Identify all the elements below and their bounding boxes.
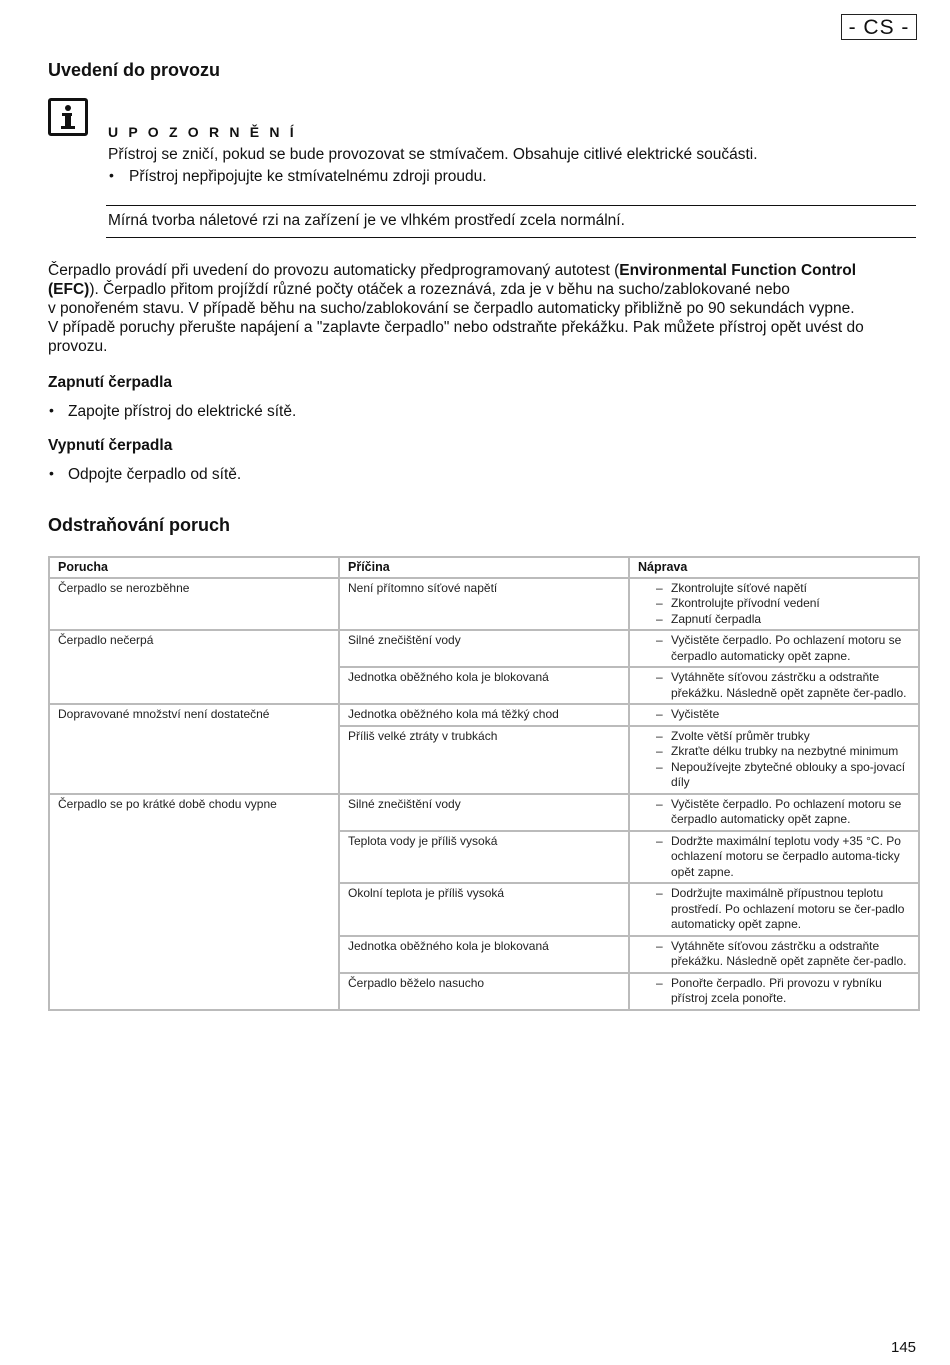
cause-cell: Silné znečištění vody <box>339 630 629 667</box>
remedy-cell <box>629 883 919 936</box>
remedy-item: – Zapnutí čerpadla <box>656 612 910 628</box>
remedy-cell <box>629 831 919 884</box>
troubleshooting-table <box>48 556 920 1011</box>
remedy-cell <box>629 794 919 831</box>
table-row <box>49 578 919 631</box>
remedy-cell <box>629 578 919 631</box>
cause-cell: Jednotka oběžného kola je blokovaná <box>339 667 629 704</box>
cause-cell: Jednotka oběžného kola má těžký chod <box>339 704 629 726</box>
warning-bullet: Přístroj nepřipojujte ke stmívatelnému zdroji proudu. <box>129 168 487 185</box>
bullet-dot: • <box>49 402 54 418</box>
language-badge: - CS - <box>841 14 917 40</box>
remedy-cell <box>629 704 919 726</box>
switch-on-title: Zapnutí čerpadla <box>48 374 173 391</box>
fault-cell: Čerpadlo se po krátké době chodu vypne <box>49 794 339 1010</box>
section-title-commissioning: Uvedení do provozu <box>48 60 221 80</box>
remedy-item: – Vytáhněte síťovou zástrčku a odstraňte překážku. Následně opět zapněte čer-padlo. <box>656 939 910 970</box>
cause-cell: Není přítomno síťové napětí <box>339 578 629 631</box>
info-icon <box>48 98 88 136</box>
remedy-item: – Zvolte větší průměr trubky <box>656 729 910 745</box>
cause-cell: Příliš velké ztráty v trubkách <box>339 726 629 794</box>
note-top-rule <box>106 205 916 206</box>
table-row <box>49 794 919 831</box>
cause-cell: Silné znečištění vody <box>339 794 629 831</box>
remedy-item: – Vyčistěte čerpadlo. Po ochlazení motoru se čerpadlo automaticky opět zapne. <box>656 797 910 828</box>
remedy-item: – Zkontrolujte přívodní vedení <box>656 596 910 612</box>
remedy-item: – Nepoužívejte zbytečné oblouky a spo-jovací díly <box>656 760 910 791</box>
remedy-item: – Vyčistěte čerpadlo. Po ochlazení motoru se čerpadlo automaticky opět zapne. <box>656 633 910 664</box>
remedy-cell <box>629 630 919 667</box>
note-bottom-rule <box>106 237 916 238</box>
cause-cell: Jednotka oběžného kola je blokovaná <box>339 936 629 973</box>
remedy-item: – Dodržujte maximálně přípustnou teplotu prostředí. Po ochlazení motoru se čer-padlo automaticky opět zapne. <box>656 886 910 933</box>
remedy-cell <box>629 936 919 973</box>
remedy-cell <box>629 667 919 704</box>
fault-cell: Čerpadlo nečerpá <box>49 630 339 704</box>
fault-cell: Čerpadlo se nerozběhne <box>49 578 339 631</box>
remedy-item: – Ponořte čerpadlo. Při provozu v rybníku přístroj zcela ponořte. <box>656 976 910 1007</box>
switch-on-bullet: Zapojte přístroj do elektrické sítě. <box>68 403 297 420</box>
table-row <box>49 704 919 726</box>
bullet-dot: • <box>109 167 114 183</box>
bullet-dot: • <box>49 465 54 481</box>
column-header-remedy: Náprava <box>629 557 919 578</box>
remedy-cell <box>629 726 919 794</box>
column-header-cause: Příčina <box>339 557 629 578</box>
note-text: Mírná tvorba náletové rzi na zařízení je ve vlhkém prostředí zcela normální. <box>108 212 625 229</box>
cause-cell: Okolní teplota je příliš vysoká <box>339 883 629 936</box>
page-number: 145 <box>891 1339 917 1356</box>
table-row <box>49 630 919 667</box>
cause-cell: Teplota vody je příliš vysoká <box>339 831 629 884</box>
remedy-item: – Vyčistěte <box>656 707 910 723</box>
remedy-item: – Vytáhněte síťovou zástrčku a odstraňte překážku. Následně opět zapněte čer-padlo. <box>656 670 910 701</box>
cause-cell: Čerpadlo běželo nasucho <box>339 973 629 1010</box>
remedy-item: – Dodržte maximální teplotu vody +35 °C. Po ochlazení motoru se čerpadlo automa-ticky opět zapne. <box>656 834 910 881</box>
section-title-troubleshooting: Odstraňování poruch <box>48 515 231 535</box>
table-header-row <box>49 557 919 578</box>
column-header-fault: Porucha <box>49 557 339 578</box>
remedy-cell <box>629 973 919 1010</box>
commissioning-paragraph: Čerpadlo provádí při uvedení do provozu automaticky předprogramovaný autotest (Environmental Function Control (EFC)). Čerpadlo přitom projíždí různé počty otáček a rozeznává, zda je v běhu na sucho/zablokované nebo v ponořeném stavu. V případě běhu na sucho/zablokování se čerpadlo automaticky přibližně po 90 sekundách vypne. V případě poruchy přerušte napájení a "zaplavte čerpadlo" nebo odstraňte překážku. Pak můžete přístroj opět uvést do provozu. <box>48 262 864 355</box>
remedy-item: – Zkraťte délku trubky na nezbytné minimum <box>656 744 910 760</box>
warning-title: U P O Z O R N Ě N Í <box>108 124 297 140</box>
remedy-item: – Zkontrolujte síťové napětí <box>656 581 910 597</box>
switch-off-title: Vypnutí čerpadla <box>48 437 173 454</box>
switch-off-bullet: Odpojte čerpadlo od sítě. <box>68 466 242 483</box>
fault-cell: Dopravované množství není dostatečné <box>49 704 339 794</box>
warning-text: Přístroj se zničí, pokud se bude provozovat se stmívačem. Obsahuje citlivé elektrické součásti. <box>108 146 758 163</box>
